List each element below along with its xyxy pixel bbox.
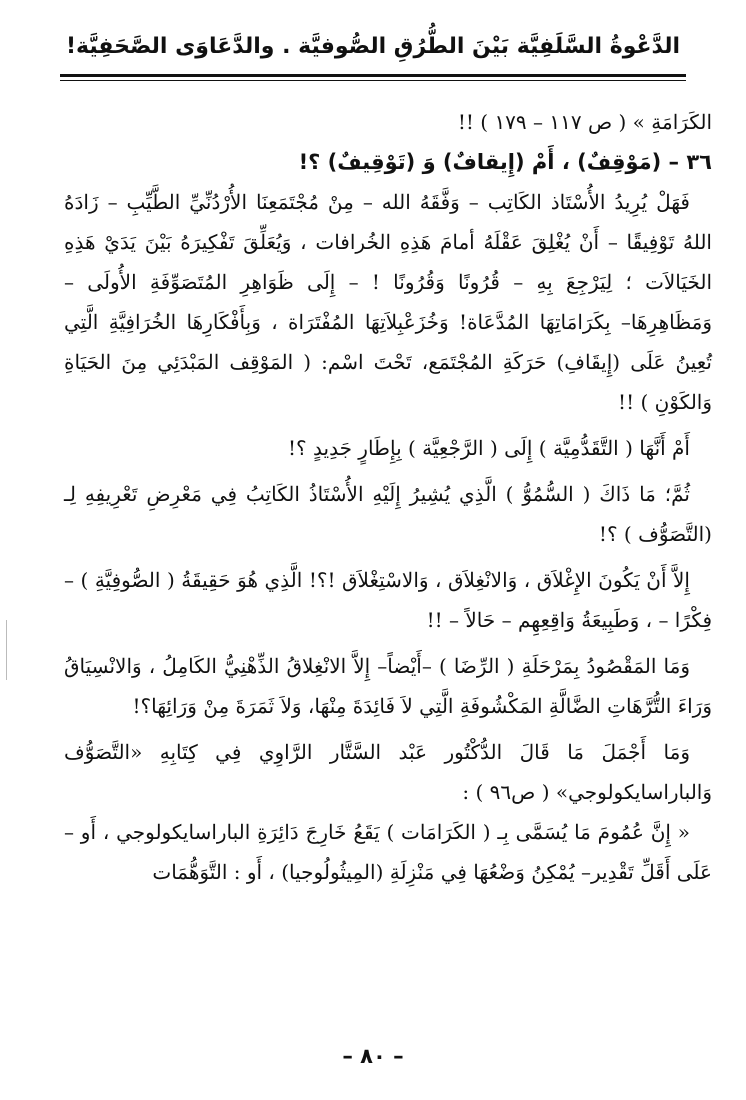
scan-margin-mark (6, 620, 7, 680)
paragraph: ثُمَّ؛ مَا ذَاكَ ( السُّمُوُّ ) الَّذِي يُشِيرُ إِلَيْهِ الأُسْتَاذُ الكَاتِبُ فِي مَعْرِضِ تَعْرِيفِهِ لِـ (التَّصَوُّف ) ؟! (64, 482, 712, 546)
section-heading: ٣٦ – (مَوْقِفٌ) ، أَمْ (إِيقافٌ) وَ (تَوْقِيفٌ) ؟! (298, 150, 712, 174)
quotation-paragraph: « إِنَّ عُمُومَ مَا يُسَمَّى بِـ ( الكَرَامَات ) يَقَعُ خَارِجَ دَائِرَةِ الباراسايكولوجي ، أَو –عَلَى أَقَلِّ تَقْدِير– يُمْكِنُ وَضْعُهَا فِي مَنْزِلَةِ (المِيثُولُوجيا) ، أَو : التَّوَهُّمَات (64, 820, 712, 884)
paragraph: إِلاَّ أَنْ يَكُونَ الإِغْلاَق ، وَالانْغِلاَق ، وَالاسْتِغْلاَق !؟! الَّذِي هُوَ حَقِيقَةُ ( الصُّوفِيَّةِ ) – فِكْرًا – ، وَطَبِيعَةُ وَاقِعِهِم – حَالاً – !! (64, 568, 712, 632)
header-rule (60, 74, 686, 77)
running-header-title: الدَّعْوةُ السَّلَفِيَّة بَيْنَ الطُّرُقِ الصُّوفيَّة . والدَّعَاوَى الصَّحَفِيَّة! (65, 34, 681, 59)
paragraph: وَمَا المَقْصُودُ بِمَرْحَلَةِ ( الرِّضَا ) –أَيْضاً– إِلاَّ الانْغِلاقُ الذِّهْنِيُّ الكَامِلُ ، وَالانْسِيَاقُ وَرَاءَ التُّرَّهَاتِ الضَّالَّةِ المَكْشُوفَةِ الَّتِي لاَ فَائِدَةَ مِنْهَا، وَلاَ ثَمَرَةَ مِنْ وَرَائِهَا؟! (64, 654, 712, 718)
body-text (64, 102, 712, 892)
paragraph: وَمَا أَجْمَلَ مَا قَالَ الدُّكْتُور عَبْد السَّتَّار الرَّاوِي فِي كِتَابِهِ «التَّصَوُّف وَالباراسايكولوجي» ( ص٩٦ ) : (64, 740, 712, 804)
paragraph: فَهَلْ يُرِيدُ الأُسْتَاذ الكَاتِب – وَفَّقَهُ الله – مِنْ مُجْتَمَعِنَا الأُرْدُنِّيِّ الطَّيِّبِ – زَادَهُ اللهُ تَوْفِيقًا – أَنْ يُغْلِقَ عَقْلَهُ أمامَ هَذِهِ الخُرافات ، وَيُعَلِّقَ تَفْكِيرَهُ بَيْنَ يَدَيْ هَذِهِ الخَيَالاَت ؛ لِيَرْجِعَ بِهِ – قُرُونًا وَقُرُونًا ! – إِلَى ظَوَاهِرِ المُتَصَوِّفَةِ الأُولَى –وَمَظَاهِرِهَا– بِكَرَامَاتِهَا المُدَّعَاة! وَخُزَعْبِلاَتِهَا المُفْتَرَاة ، وَبِأَفْكَارِهَا الخُرَافِيَّةِ الَّتِي تُعِينُ عَلَى (إِيقَافِ) حَرَكَةِ المُجْتَمَع، تَحْتَ اسْم: ( المَوْقِف المَبْدَئِي مِنَ الحَيَاةِ وَالكَوْنِ ) !! (64, 190, 712, 414)
paragraph: أَمْ أَنَّهَا ( التَّقَدُّمِيَّة ) إِلَى ( الرَّجْعِيَّة ) بِإِطَارٍ جَدِيدٍ ؟! (288, 436, 690, 460)
header-rule-thin (60, 80, 686, 81)
page-number: – ٨٠ – (342, 1044, 404, 1068)
paragraph-citation-end: الكَرَامَةِ » ( ص ١١٧ – ١٧٩ ) !! (457, 110, 712, 134)
